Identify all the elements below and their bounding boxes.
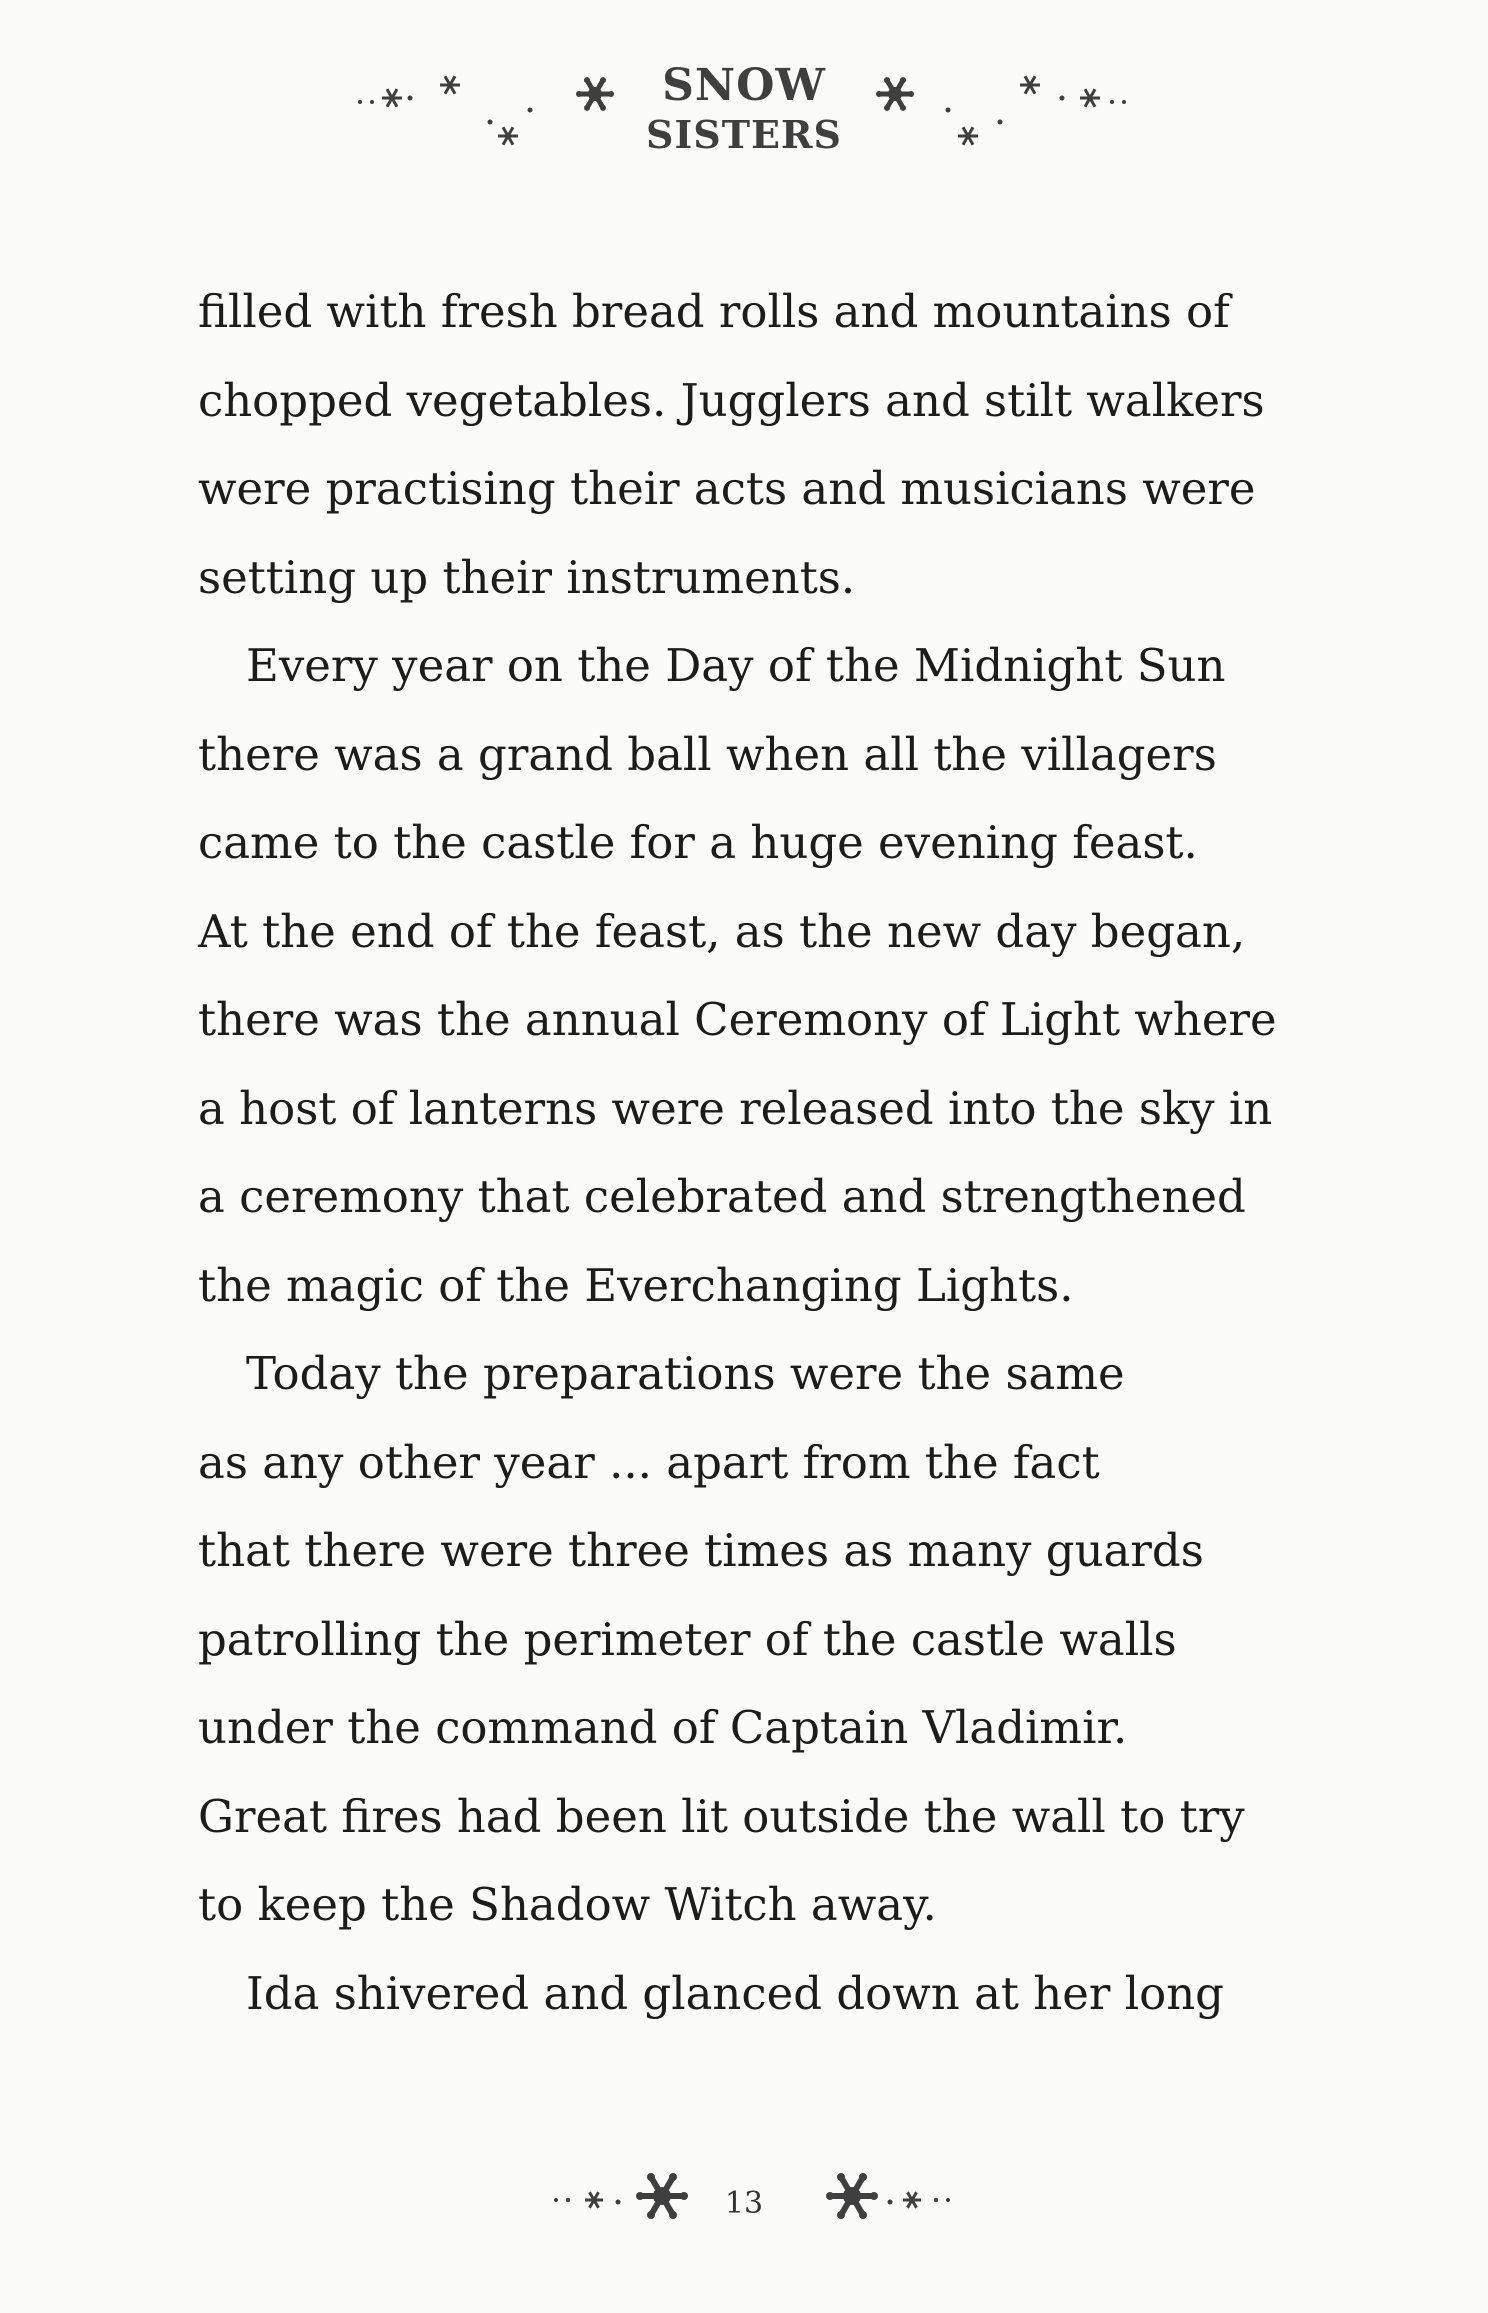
text-line: a host of lanterns were released into the sky in	[198, 1081, 1273, 1135]
text-line: chopped vegetables. Jugglers and stilt walkers	[198, 373, 1265, 427]
text-line: At the end of the feast, as the new day began,	[198, 904, 1246, 958]
text-line: Every year on the Day of the Midnight Sun	[246, 639, 1226, 692]
page-body-text	[198, 268, 1338, 2038]
text-line: a ceremony that celebrated and strengthened	[198, 1170, 1246, 1223]
text-line: that there were three times as many guards	[198, 1524, 1204, 1577]
text-line: the magic of the Everchanging Lights.	[198, 1258, 1074, 1312]
text-line: Today the preparations were the same	[246, 1347, 1125, 1400]
snowflake-icon	[554, 2173, 688, 2219]
text-line: came to the castle for a huge evening feast.	[198, 816, 1198, 869]
text-line: filled with fresh bread rolls and mountains of	[198, 285, 1230, 338]
logo-snow: SNOW	[662, 60, 826, 111]
text-line: there was a grand ball when all the villagers	[198, 727, 1217, 781]
running-header	[0, 40, 1488, 150]
text-line: as any other year ... apart from the fact	[198, 1435, 1100, 1489]
text-line: patrolling the perimeter of the castle walls	[198, 1612, 1177, 1666]
text-line: to keep the Shadow Witch away.	[198, 1878, 937, 1931]
text-line: Ida shivered and glanced down at her long	[246, 1966, 1224, 2020]
text-line: there was the annual Ceremony of Light where	[198, 993, 1277, 1046]
text-line: setting up their instruments.	[198, 550, 856, 604]
header-ornament	[0, 40, 1488, 150]
snowflake-icon	[876, 76, 1126, 144]
text-line: Great fires had been lit outside the wall to try	[198, 1789, 1245, 1843]
snowflake-icon	[826, 2173, 950, 2219]
text-line: were practising their acts and musicians were	[198, 462, 1256, 515]
logo-sisters: SISTERS	[646, 112, 842, 150]
text-line: under the command of Captain Vladimir.	[198, 1701, 1128, 1754]
snowflake-icon	[358, 76, 614, 144]
page-number: 13	[724, 2186, 764, 2221]
